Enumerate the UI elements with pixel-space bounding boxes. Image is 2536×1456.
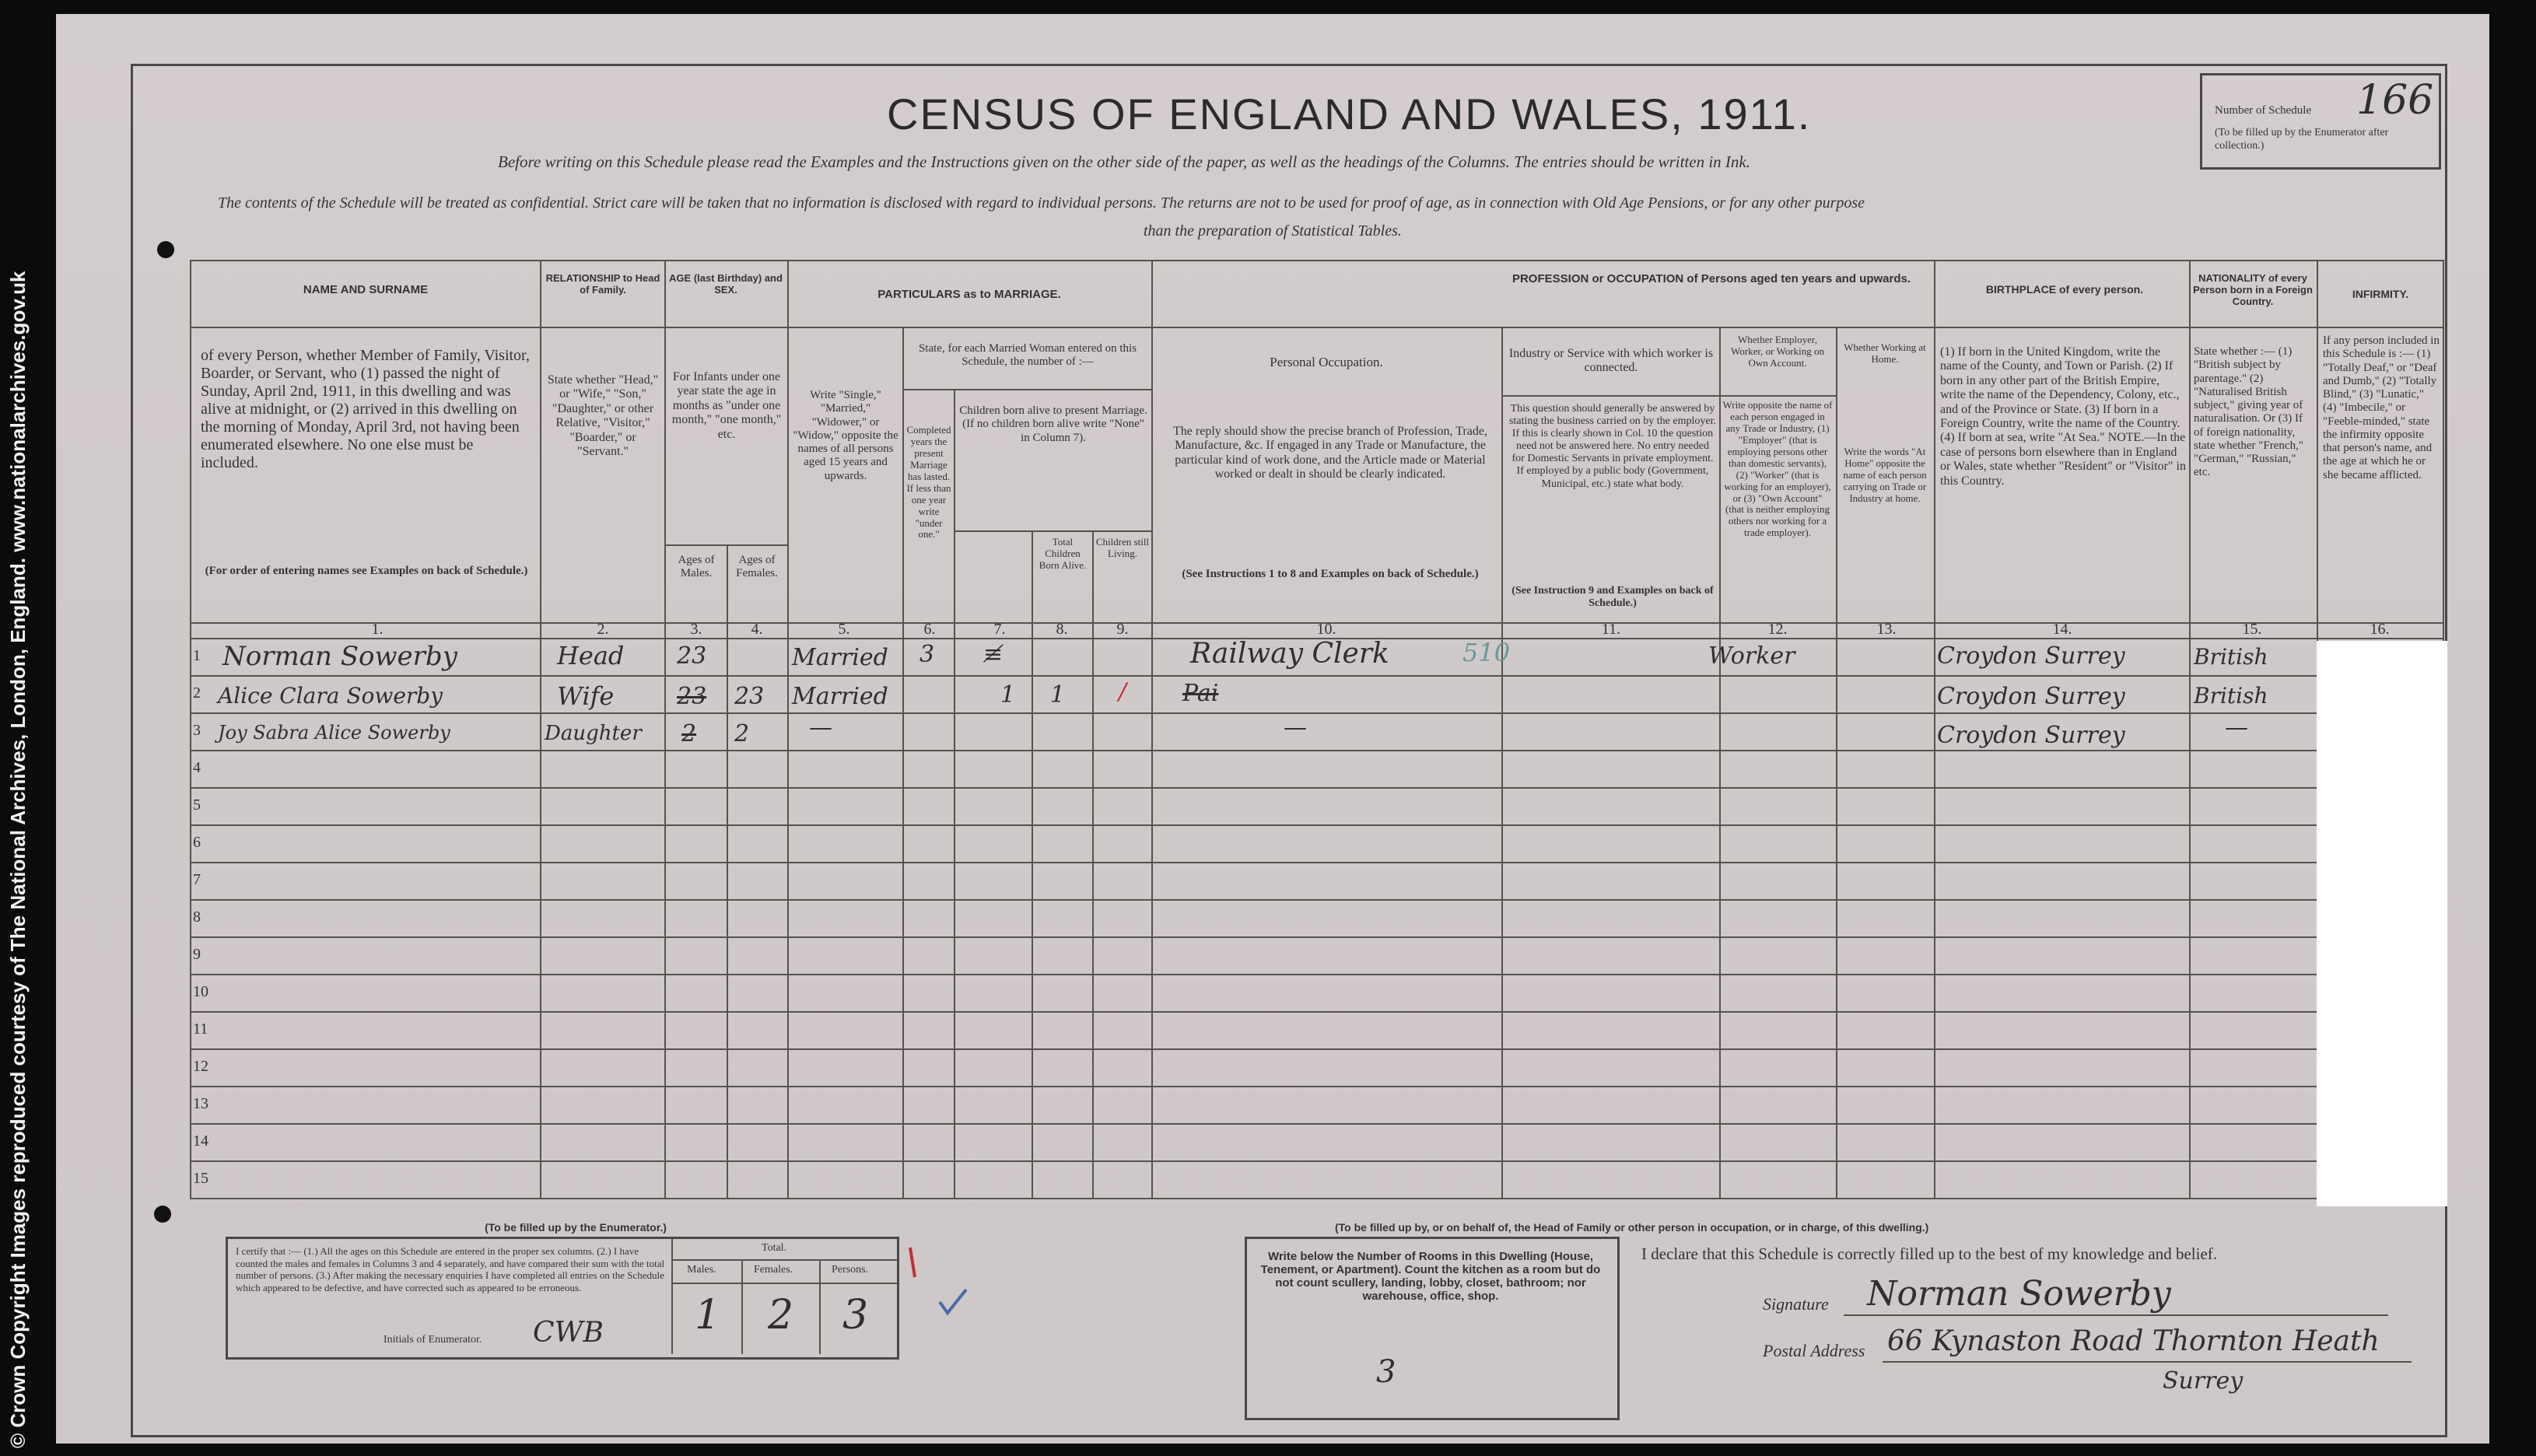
- col-divider: [954, 389, 955, 1198]
- col-divider: [727, 544, 728, 1198]
- header-employer-desc: Write opposite the name of each person engaged in any Trade or Industry, (1) "Employer" (that is employing persons other than domestic servants), (2) "Worker" (that is working for an employer), or (3) "Own Account" (that is neither employing others nor working for a trade employer).: [1722, 399, 1833, 539]
- entry-occupation-code: 510: [1462, 638, 1511, 667]
- entry-marriage: —: [809, 714, 832, 741]
- row-number: 10: [193, 983, 208, 1000]
- col-divider: [1032, 530, 1033, 1198]
- header-nationality-desc: State whether :— (1) "British subject by parentage." (2) "Naturalised British subject," giving year of naturalisation. Or (3) If of foreign nationality, state whether "French," "German," "Russian," etc.: [2194, 345, 2303, 479]
- entry-name: Alice Clara Sowerby: [218, 683, 443, 709]
- row-number: 15: [193, 1170, 208, 1187]
- enumerator-heading: (To be filled up by the Enumerator.): [485, 1221, 667, 1234]
- col-number: 11.: [1601, 621, 1621, 638]
- enumerator-certify: I certify that :— (1.) All the ages on this Schedule are entered in the proper sex columns. (2.) I have counted the males and females in Columns 3 and 4 separately, and have compared their sum with the total number of persons. (3.) After making the necessary enquiries I have completed all entries on the Schedule which appeared to be defective, and have corrected such as appeared to be erroneous.: [236, 1245, 665, 1293]
- header-profession: PROFESSION or OCCUPATION of Persons aged ten years and upwards.: [1511, 272, 1911, 285]
- row-line: [190, 936, 2443, 938]
- schedule-number-note: (To be filled up by the Enumerator after collection.): [2215, 127, 2389, 152]
- header-at-home: Whether Working at Home.: [1844, 341, 1926, 365]
- row-number: 11: [193, 1020, 208, 1038]
- enum-divider: [671, 1283, 897, 1284]
- row-number: 9: [193, 946, 201, 963]
- col-number: 8.: [1056, 621, 1068, 638]
- enumerator-females: 2: [768, 1292, 794, 1339]
- row-line: [190, 824, 2443, 826]
- header-employer: Whether Employer, Worker, or Working on Own Account.: [1731, 334, 1824, 369]
- postal-address-label: Postal Address: [1763, 1341, 1865, 1360]
- entry-occupation: —: [1284, 714, 1307, 741]
- col-number: 7.: [993, 621, 1006, 638]
- enumerator-total-label: Total.: [762, 1242, 787, 1254]
- row-number: 6: [193, 834, 201, 851]
- header-children-living: Children still Living.: [1095, 536, 1150, 559]
- entry-nationality: British: [2194, 644, 2268, 670]
- subline: [954, 530, 1151, 532]
- entry-years: 3: [919, 641, 935, 668]
- header-married-woman: State, for each Married Woman entered on this Schedule, the number of :—: [918, 342, 1137, 369]
- enumerator-females-label: Females.: [754, 1264, 793, 1276]
- header-personal-note: (See Instructions 1 to 8 and Examples on back of Schedule.): [1182, 568, 1479, 580]
- header-nationality: NATIONALITY of every Person born in a Foreign Country.: [2193, 272, 2313, 307]
- schedule-number-label: Number of Schedule: [2215, 104, 2312, 117]
- row-line: [190, 1048, 2443, 1050]
- subline: [540, 327, 787, 328]
- subline: [190, 327, 540, 328]
- entry-occupation: Railway Clerk: [1190, 638, 1389, 670]
- entry-age-male: 2: [681, 720, 697, 747]
- subline: [664, 544, 787, 546]
- enum-divider: [671, 1239, 673, 1354]
- row-number: 14: [193, 1132, 208, 1150]
- col-divider: [2189, 260, 2191, 1198]
- entry-age-female: 23: [734, 683, 765, 710]
- enumerator-initials: CWB: [533, 1317, 604, 1349]
- row-number: 1: [193, 647, 201, 664]
- col-divider: [1501, 327, 1503, 1198]
- enumerator-persons-label: Persons.: [832, 1264, 869, 1276]
- confidential-line-1: The contents of the Schedule will be treated as confidential. Strict care will be taken that no information is disclosed with regard to individual persons. The returns are not to be used for proof of age, as in connection with Old Age Pensions, or for any other purpose: [218, 194, 1865, 212]
- enumerator-initials-label: Initials of Enumerator.: [384, 1334, 482, 1346]
- table-left-line: [190, 260, 191, 1198]
- entry-name: Joy Sabra Alice Sowerby: [218, 722, 450, 744]
- col-divider: [664, 260, 666, 1198]
- row-line: [190, 750, 2443, 751]
- entry-marriage: Married: [792, 644, 888, 671]
- col-number: 16.: [2370, 621, 2390, 638]
- col-number: 14.: [2052, 621, 2072, 638]
- entry-children-living: 1: [1050, 681, 1066, 709]
- signature-line: [1844, 1314, 2388, 1316]
- entry-relationship: Head: [557, 641, 625, 670]
- form-title: CENSUS OF ENGLAND AND WALES, 1911.: [887, 89, 1812, 138]
- rooms-count: 3: [1376, 1354, 1396, 1390]
- declaration: I declare that this Schedule is correctly filled up to the best of my knowledge and belief.: [1641, 1244, 2218, 1263]
- row-line: [190, 899, 2443, 901]
- col-number: 5.: [838, 621, 850, 638]
- entry-occupation: Pai: [1182, 680, 1219, 707]
- row-number: 8: [193, 908, 201, 926]
- entry-nationality: British: [2194, 683, 2268, 709]
- header-ages-males: Ages of Males.: [678, 554, 715, 580]
- header-name-note: (For order of entering names see Examples on back of Schedule.): [205, 565, 528, 577]
- confidential-line-2: than the preparation of Statistical Tables.: [1144, 222, 1402, 240]
- header-ages-females: Ages of Females.: [736, 554, 778, 580]
- entry-birthplace: Croydon Surrey: [1937, 722, 2125, 749]
- col-number: 2.: [597, 621, 609, 638]
- row-number: 2: [193, 684, 201, 702]
- entry-birthplace: Croydon Surrey: [1937, 642, 2125, 670]
- enum-divider: [819, 1259, 821, 1354]
- row-number: 3: [193, 722, 201, 739]
- entry-relationship: Daughter: [545, 722, 642, 745]
- address-line: [1883, 1361, 2412, 1363]
- entry-relationship: Wife: [557, 681, 615, 711]
- entry-total-children: 1: [1000, 681, 1016, 709]
- row-line: [190, 974, 2443, 975]
- row-line: [190, 787, 2443, 789]
- header-industry: Industry or Service with which worker is connected.: [1508, 347, 1714, 375]
- checker-marks: [902, 1241, 996, 1327]
- col-divider: [540, 260, 541, 1198]
- entry-marriage: Married: [792, 683, 888, 710]
- row-line: [190, 1011, 2443, 1013]
- col-divider: [1092, 530, 1094, 1198]
- col-divider: [1836, 327, 1837, 1198]
- row-number: 7: [193, 871, 201, 888]
- head-heading: (To be filled up by, or on behalf of, the Head of Family or other person in occupation, or in charge, of this dwelling.): [1335, 1221, 1929, 1234]
- entry-total-children: ≢: [983, 641, 1004, 668]
- table-bottom-line: [190, 1198, 2443, 1199]
- entry-employer: Worker: [1708, 642, 1795, 670]
- subline: [1501, 395, 1836, 397]
- header-marriage-write: Write "Single," "Married," "Widower," or "Widow," opposite the names of all persons aged 15 years and upwards.: [793, 389, 898, 482]
- header-personal-desc: The reply should show the precise branch of Profession, Trade, Manufacture, &c. If engaged in any Trade or Manufacture, the particular kind of work done, and the Article made or Material worked or dealt in should be clearly indicated.: [1173, 425, 1487, 481]
- entry-nationality: —: [2225, 714, 2248, 741]
- header-relationship-desc: State whether "Head," or "Wife," "Son," "Daughter," or other Relative, "Visitor," "Boarder," or "Servant.": [547, 373, 659, 458]
- col-number: 1.: [371, 621, 384, 638]
- col-number: 15.: [2242, 621, 2262, 638]
- col-divider: [1151, 260, 1153, 1198]
- header-relationship: RELATIONSHIP to Head of Family.: [545, 272, 660, 296]
- entry-age-male: 23: [677, 683, 707, 710]
- header-total-children: Total Children Born Alive.: [1039, 536, 1087, 571]
- rooms-instruction: Write below the Number of Rooms in this Dwelling (House, Tenement, or Apartment). Count the kitchen as a room but do not count scullery, landing, lobby, closet, bathroom; nor warehouse, office, shop.: [1260, 1250, 1601, 1303]
- header-personal-occupation: Personal Occupation.: [1270, 355, 1383, 369]
- red-tick-mark: [910, 1248, 915, 1277]
- copyright-caption: © Crown Copyright Images reproduced courtesy of The National Archives, London, England. www.nationalarchives.gov.uk: [0, 0, 54, 1456]
- enumerator-males: 1: [695, 1292, 721, 1339]
- signature: Norman Sowerby: [1867, 1274, 2171, 1314]
- enumerator-persons: 3: [842, 1292, 869, 1339]
- header-name: NAME AND SURNAME: [303, 283, 429, 296]
- col-number: 6.: [923, 621, 936, 638]
- header-children-born: Children born alive to present Marriage. (If no children born alive write "None" in Column 7).: [959, 404, 1147, 444]
- schedule-number-box: [2200, 73, 2441, 170]
- entry-age-female: 2: [734, 720, 750, 747]
- header-age: AGE (last Birthday) and SEX.: [669, 272, 783, 296]
- header-birthplace-desc: (1) If born in the United Kingdom, write the name of the County, and Town or Parish. (2) If born in any other part of the British Empire, write the name of the Dependency, Colony, etc., and of the Province or State. (3) If born in a Foreign Country, write the name of the Country. (4) If born at sea, write "At Sea." NOTE.—In the case of persons born elsewhere than in England or Wales, state whether "Resident" or "Visitor" in this Country.: [1940, 345, 2186, 488]
- entry-children-died: /: [1119, 678, 1127, 705]
- header-name-desc: of every Person, whether Member of Family, Visitor, Boarder, or Servant, who (1) passed the night of Sunday, April 2nd, 1911, in this dwelling and was alive at midnight, or (2) arrived in this dwelling on the morning of Monday, April 3rd, not having been enumerated elsewhere. No one else must be included.: [201, 347, 530, 471]
- row-line: [190, 862, 2443, 863]
- schedule-number: 166: [2356, 77, 2434, 124]
- subline: [1151, 327, 1934, 328]
- signature-label: Signature: [1763, 1294, 1829, 1314]
- col-divider: [902, 327, 904, 1198]
- subline: [902, 389, 1151, 390]
- instruction-line: Before writing on this Schedule please read the Examples and the Instructions given on the other side of the paper, as well as the headings of the Columns. The entries should be written in Ink.: [498, 152, 1750, 171]
- col-number: 4.: [751, 621, 763, 638]
- header-industry-note: (See Instruction 9 and Examples on back of Schedule.): [1511, 585, 1714, 610]
- header-infirmity-desc: If any person included in this Schedule is :— (1) "Totally Deaf," or "Deaf and Dumb," (2) "Totally Blind," (3) "Lunatic," (4) "Imbecile," or "Feeble-minded," state the infirmity opposite that person's name, and the age at which he or she became afflicted.: [2323, 334, 2440, 481]
- row-line: [190, 1086, 2443, 1087]
- col-number: 13.: [1876, 621, 1897, 638]
- enumerator-males-label: Males.: [687, 1264, 716, 1276]
- subline: [1934, 327, 2443, 328]
- row-number: 4: [193, 759, 201, 776]
- entry-birthplace: Croydon Surrey: [1937, 683, 2125, 710]
- entry-age-male: 23: [677, 642, 707, 670]
- blue-check-mark: [940, 1290, 966, 1313]
- row-number: 13: [193, 1095, 208, 1112]
- row-number: 12: [193, 1058, 208, 1075]
- header-industry-desc: This question should generally be answered by stating the business carried on by the employer. If this is clearly shown in Col. 10 the question need not be answered here. No entry needed for Domestic Servants in private employment. If employed by a public body (Government, Municipal, etc.) state what body.: [1509, 403, 1716, 490]
- redacted-infirmity-column: [2317, 641, 2447, 1206]
- row-line: [190, 712, 2443, 714]
- row-line: [190, 1160, 2443, 1162]
- table-top-line: [190, 260, 2443, 261]
- row-line: [190, 675, 2443, 677]
- col-number: 12.: [1767, 621, 1788, 638]
- header-infirmity: INFIRMITY.: [2352, 288, 2409, 300]
- row-line: [190, 1123, 2443, 1125]
- rooms-box: [1245, 1237, 1620, 1420]
- postal-address-county: Surrey: [2163, 1367, 2244, 1395]
- enum-divider: [671, 1259, 897, 1261]
- enum-divider: [741, 1259, 743, 1354]
- header-at-home-desc: Write the words "At Home" opposite the name of each person carrying on Trade or Industry at home.: [1843, 446, 1927, 504]
- row-number: 5: [193, 796, 201, 814]
- col-divider: [1719, 327, 1721, 1198]
- enumerator-box: [226, 1237, 899, 1360]
- entry-name: Norman Sowerby: [222, 641, 457, 672]
- postal-address: 66 Kynaston Road Thornton Heath: [1887, 1325, 2380, 1357]
- col-number: 9.: [1116, 621, 1129, 638]
- header-marriage: PARTICULARS as to MARRIAGE.: [877, 288, 1061, 301]
- col-divider: [787, 260, 789, 1198]
- header-completed-years: Completed years the present Marriage has lasted. If less than one year write "under one.": [906, 424, 951, 541]
- header-birthplace: BIRTHPLACE of every person.: [1985, 283, 2144, 296]
- col-number: 3.: [690, 621, 702, 638]
- col-number: 10.: [1316, 621, 1336, 638]
- header-age-desc: For Infants under one year state the age in months as "under one month," "one month," etc.: [671, 370, 782, 441]
- col-divider: [1934, 260, 1935, 1198]
- subline: [787, 327, 1151, 328]
